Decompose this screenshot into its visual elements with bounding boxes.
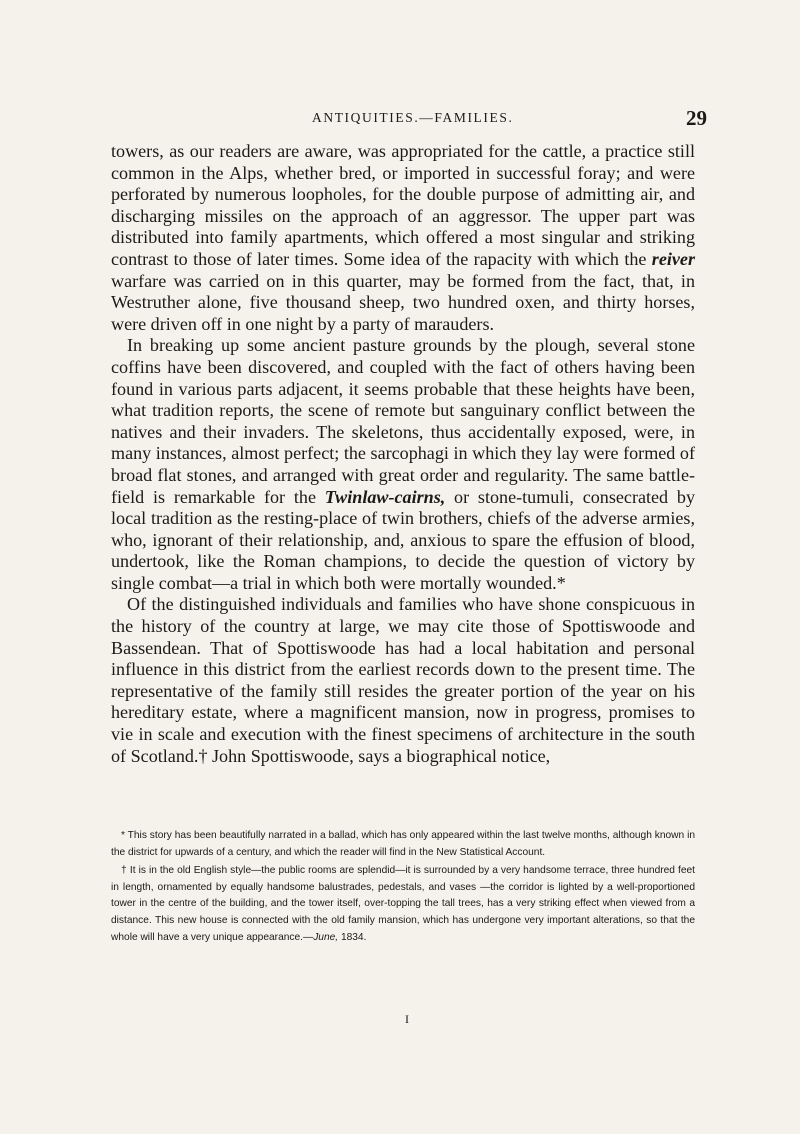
text-run: In breaking up some ancient pasture grounds by the plough, several stone coffins have been discovered, and coupled with the fact of others having been found in various parts adjacent, it seems probable that these heights have been, what tradition reports, the scene of remote but sanguinary conflict between the natives and their invaders. The skeletons, thus accidentally exposed, were, in many instances, almost perfect; the sarcophagi in which they lay were formed of broad flat stones, and arranged with great order and regularity. The same battle-field is remarkable for the — [111, 335, 695, 507]
paragraph — [111, 141, 695, 335]
page-number: 29 — [686, 106, 707, 130]
signature-mark: I — [405, 1012, 409, 1026]
body-text — [111, 141, 695, 767]
footnote — [111, 863, 695, 946]
italic-term: Twinlaw-cairns, — [324, 486, 446, 507]
footnote — [111, 828, 695, 861]
text-run: towers, as our readers are aware, was appropriated for the cattle, a practice still common in the Alps, whether bred, or imported in successful foray; and were perforated by numerous loopholes, for the double purpose of admitting air, and discharging missiles on the approach of an aggressor. The upper part was distributed into family apartments, which offered a most singular and striking contrast to those of later times. Some idea of the rapacity with which the — [111, 141, 695, 269]
text-run: † It is in the old English style—the public rooms are splendid—it is surrounded by a very handsome terrace, three hundred feet in length, ornamented by equally handsome balustrades, pedestals, and vases —the corridor is lighted by a well-proportioned tower in the centre of the building, and the tower itself, over-topping the tall trees, has a very striking effect when viewed from a distance. This new house is connected with the old family mansion, which has undergone very important alterations, so that the whole will have a very unique appearance.— — [111, 865, 695, 943]
text-run: warfare was carried on in this quarter, may be formed from the fact, that, in Westruther alone, five thousand sheep, two hundred oxen, and thirty horses, were driven off in one night by a party of marauders. — [111, 270, 695, 334]
paragraph — [111, 335, 695, 594]
footnotes — [111, 828, 695, 948]
text-run: * This story has been beautifully narrated in a ballad, which has only appeared within the last twelve months, although known in the district for upwards of a century, and which the reader will find in the New Statistical Account. — [111, 830, 695, 858]
running-head — [0, 108, 800, 132]
text-run: 1834. — [338, 931, 367, 943]
running-title: ANTIQUITIES.—FAMILIES. — [312, 110, 514, 125]
italic-date: June, — [313, 931, 339, 943]
italic-term: reiver — [651, 248, 695, 269]
paragraph — [111, 594, 695, 767]
text-run: Of the distinguished individuals and families who have shone conspicuous in the history of the country at large, we may cite those of Spottiswoode and Bassendean. That of Spottiswoode has had a local habitation and personal influence in this district from the earliest records down to the present time. The representative of the family still resides the greater portion of the year on his hereditary estate, where a magnificent mansion, now in progress, promises to vie in scale and execution with the finest specimens of architecture in the south of Scotland.† John Spottiswoode, says a biographical notice, — [111, 594, 695, 766]
text-run: or stone-tumuli, consecrated by local tradition as the resting-place of twin brothers, chiefs of the adverse armies, who, ignorant of their relationship, and, anxious to spare the effusion of blood, undertook, like the Roman champions, to decide the question of victory by single combat—a trial in which both were mortally wounded.* — [111, 486, 695, 593]
